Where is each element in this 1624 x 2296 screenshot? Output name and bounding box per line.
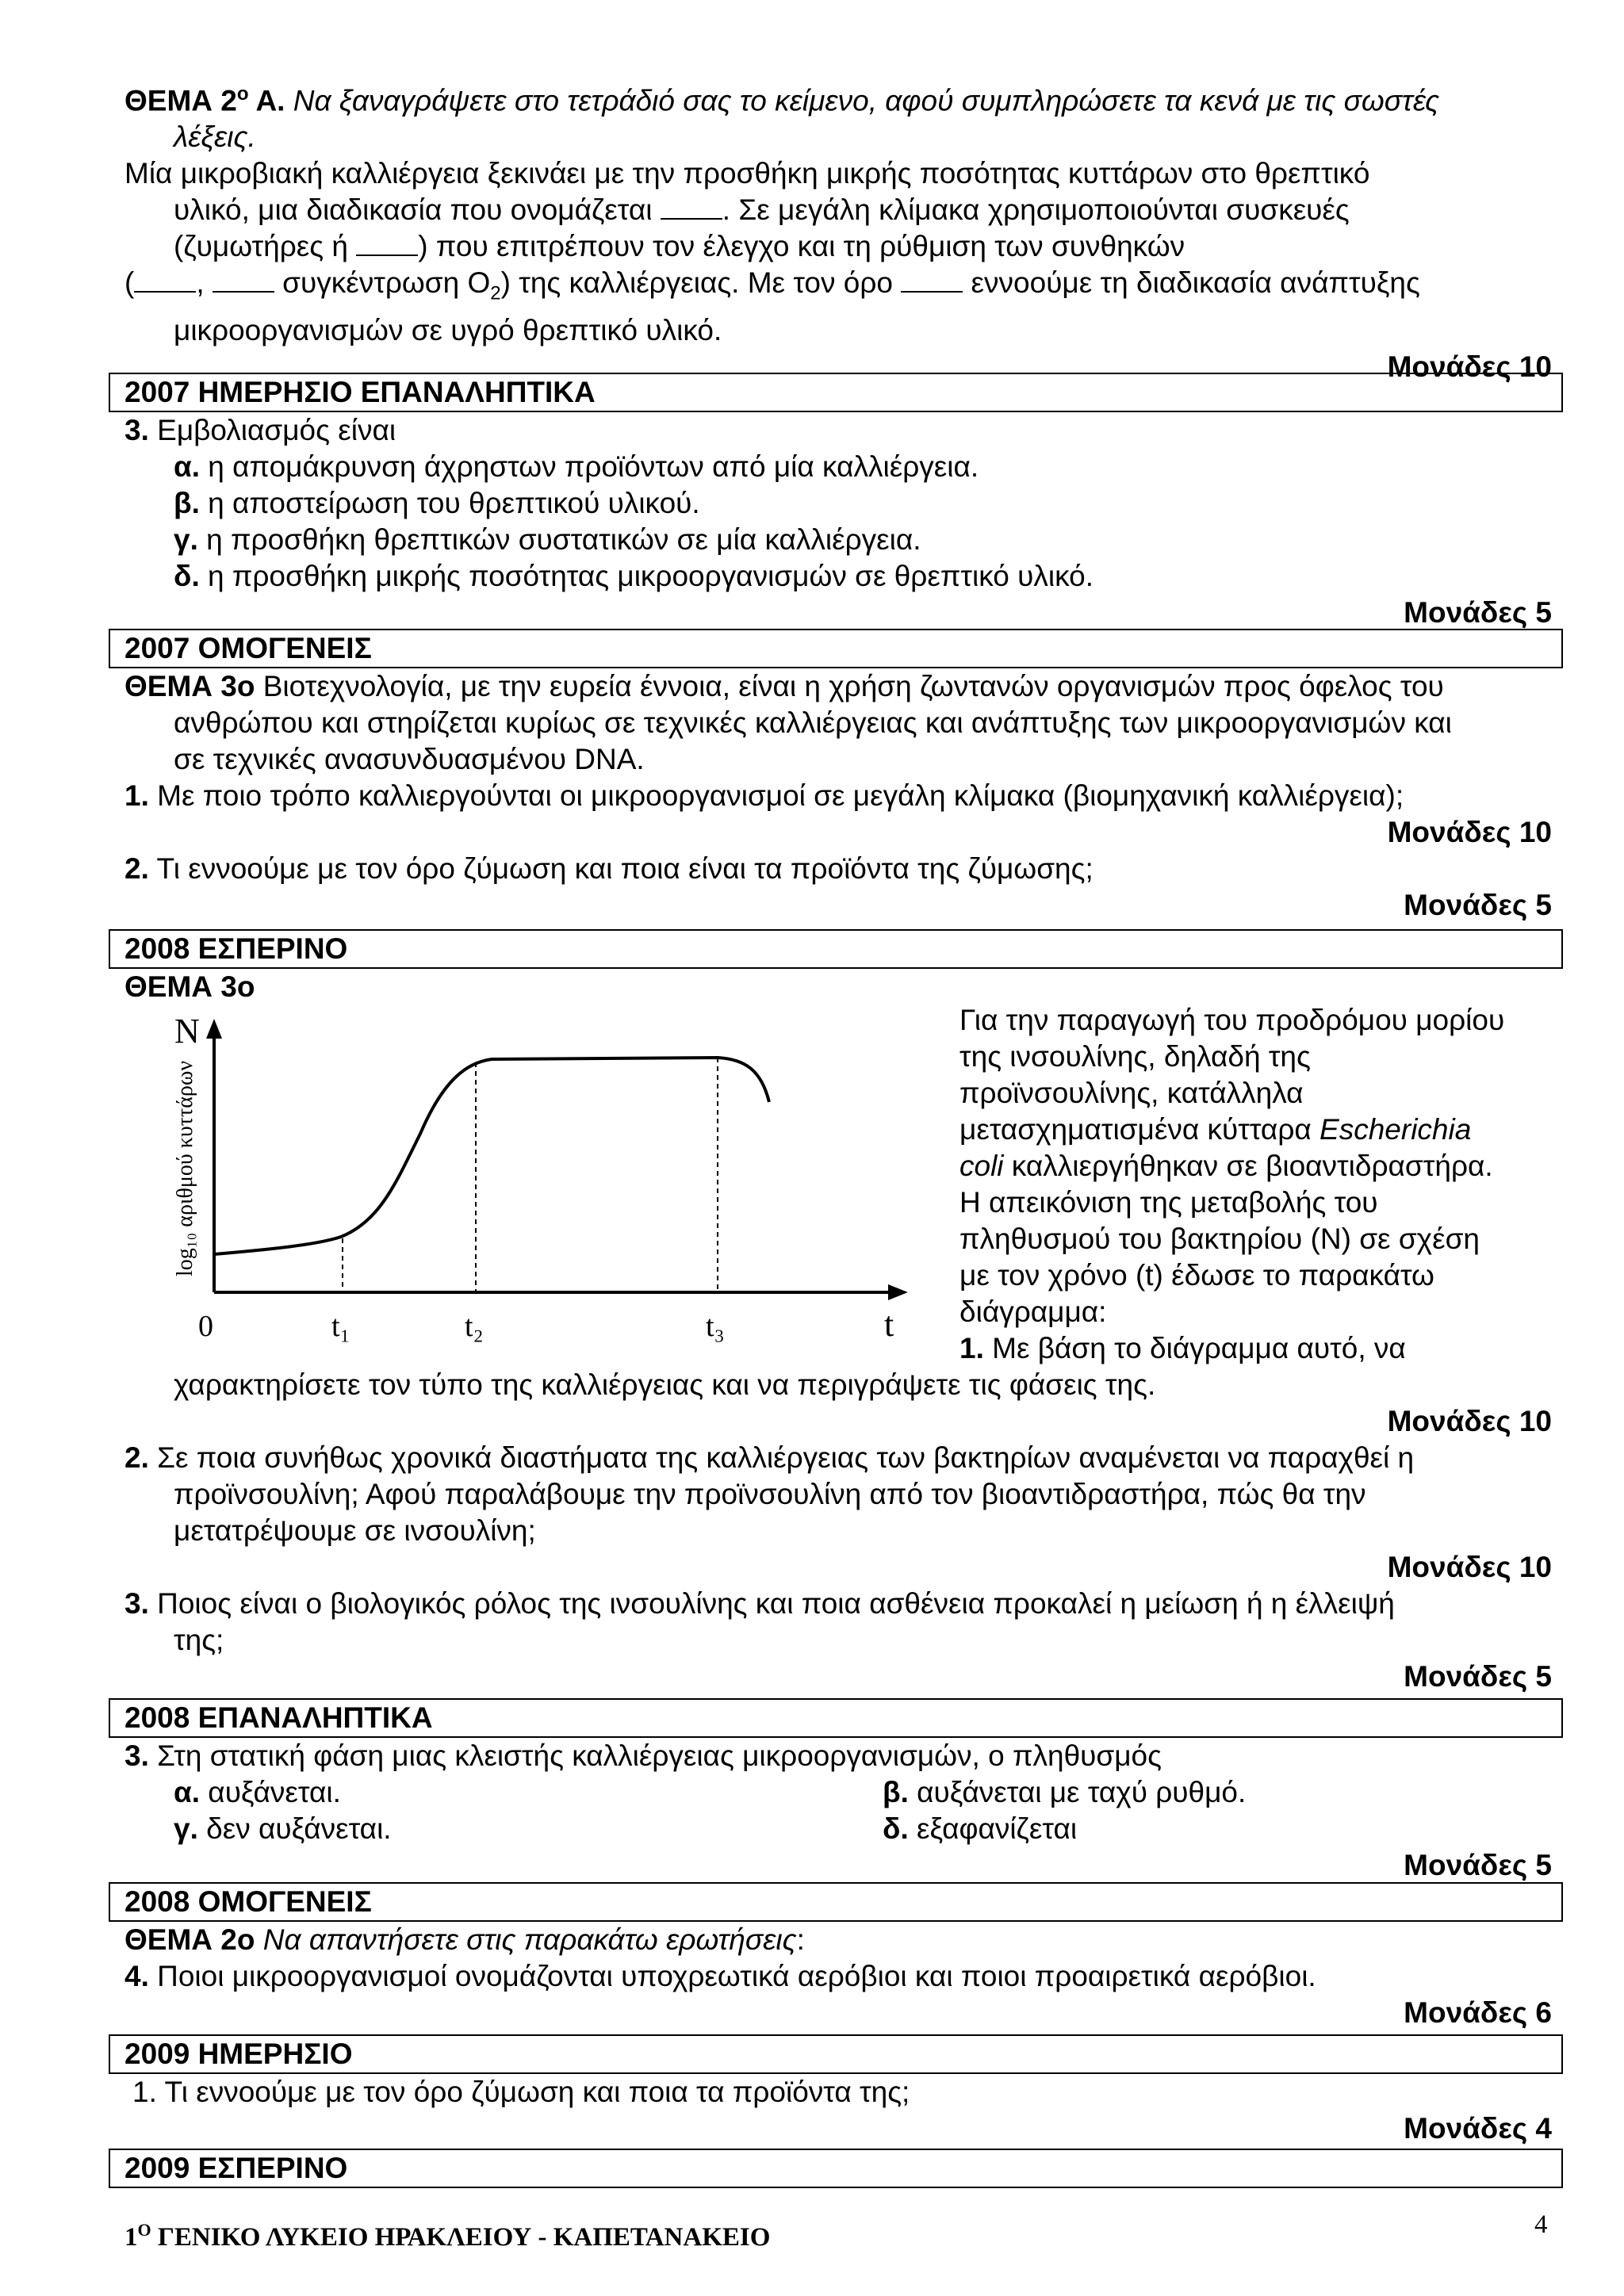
question-number: 4. [124, 1960, 149, 1992]
growth-curve-graph [159, 1007, 936, 1356]
theme-label: ΘΕΜΑ 2ο [124, 1923, 255, 1956]
section-header: 2009 ΗΜΕΡΗΣΙΟ [109, 2034, 1563, 2074]
option-letter: β. [174, 487, 200, 519]
origin-label: 0 [198, 1310, 213, 1343]
question-number: 2. [124, 1441, 149, 1474]
option-text: αυξάνεται με ταχύ ρυθμό. [908, 1776, 1247, 1808]
question-text: Με βάση το διάγραμμα αυτό, να [983, 1332, 1406, 1364]
fill-blank [661, 194, 722, 220]
question-block [124, 668, 1552, 924]
punctuation: : [796, 1923, 805, 1956]
tick-t2: t₂ [465, 1310, 484, 1343]
description-line: πληθυσμού του βακτηρίου (Ν) σε σχέση [959, 1223, 1480, 1255]
footer-text: ΓΕΝΙΚΟ ΛΥΚΕΙΟ ΗΡΑΚΛΕΙΟΥ - ΚΑΠΕΤΑΝΑΚΕΙΟ [151, 2223, 771, 2252]
x-axis-arrow [888, 1284, 908, 1300]
theme2-section [124, 76, 1552, 385]
intro-text: σε τεχνικές ανασυνδυασμένου DNA. [174, 743, 645, 775]
marks-label: Μονάδες 10 [1387, 816, 1552, 848]
option-text: η προσθήκη μικρής ποσότητας μικροοργανισμών σε θρεπτικό υλικό. [199, 560, 1094, 592]
theme-sup: ο [236, 83, 249, 105]
paragraph-line: ) της καλλιέργειας. Με τον όρο [500, 266, 893, 300]
description-line: μετασχηματισμένα κύτταρα [959, 1113, 1320, 1146]
question-text: μετατρέψουμε σε ινσουλίνη; [174, 1514, 536, 1547]
description-line: Η απεικόνιση της μεταβολής του [959, 1186, 1378, 1219]
question-text: Ποιος είναι ο βιολογικός ρόλος της ινσουλίνης και ποια ασθένεια προκαλεί η μείωση ή η έλλειψή [148, 1587, 1395, 1620]
y-axis-label: N [174, 1012, 200, 1050]
theme-label: ΘΕΜΑ 2 [124, 84, 237, 117]
question-number: 1. [124, 779, 149, 812]
theme-part: Α. [248, 84, 285, 117]
option-letter: α. [174, 1776, 201, 1808]
description-line: με τον χρόνο (t) έδωσε το παρακάτω [959, 1259, 1434, 1292]
footer-sup: Ο [137, 2220, 151, 2240]
option-text: δεν αυξάνεται. [197, 1812, 392, 1845]
question-text: προϊνσουλίνη; Αφού παραλάβουμε την προϊνσουλίνη από τον βιοαντιδραστήρα, πώς θα την [174, 1478, 1366, 1510]
instruction: Να ξαναγράψετε στο τετράδιό σας το κείμενο, αφού συμπληρώσετε τα κενά με τις σωστές [293, 84, 1440, 117]
y-axis-title: log₁₀ αριθμού κυττάρων [173, 1061, 197, 1276]
description-line: καλλιεργήθηκαν σε βιοαντιδραστήρα. [1003, 1150, 1493, 1182]
question-block [124, 412, 1552, 631]
marks-label: Μονάδες 6 [1404, 1996, 1552, 2029]
question-number: 3. [124, 1739, 149, 1772]
question-number: 2. [124, 852, 149, 885]
fill-blank [134, 267, 196, 293]
marks-label: Μονάδες 5 [1404, 596, 1552, 629]
question-text: 1. Τι εννοούμε με τον όρο ζύμωση και ποια τα προϊόντα της; [132, 2076, 910, 2108]
x-axis-label: t [884, 1305, 894, 1344]
option-text: η προσθήκη θρεπτικών συστατικών σε μία καλλιέργεια. [197, 523, 921, 556]
marks-label: Μονάδες 10 [1387, 1405, 1552, 1437]
instruction: Να απαντήσετε στις παρακάτω ερωτήσεις [255, 1923, 797, 1956]
question-number: 1. [959, 1332, 984, 1364]
fill-blank [901, 267, 963, 293]
fill-blank [356, 231, 418, 256]
section-header: 2008 ΟΜΟΓΕΝΕΙΣ [109, 1882, 1563, 1922]
section-header: 2007 ΟΜΟΓΕΝΕΙΣ [109, 629, 1563, 668]
theme-label: ΘΕΜΑ 3ο [124, 670, 255, 702]
intro-text: Βιοτεχνολογία, με την ευρεία έννοια, είναι η χρήση ζωντανών οργανισμών προς όφελος του [255, 670, 1444, 702]
paragraph-line: (ζυμωτήρες ή [174, 230, 348, 263]
paragraph-line: ( [124, 266, 135, 300]
question-text: Στη στατική φάση μιας κλειστής καλλιέργειας μικροοργανισμών, ο πληθυσμός [148, 1739, 1162, 1772]
marks-label: Μονάδες 5 [1404, 889, 1552, 921]
growth-curve [214, 1058, 769, 1254]
tick-t3: t₃ [706, 1310, 725, 1343]
marks-label: Μονάδες 5 [1404, 1660, 1552, 1693]
marks-label: Μονάδες 10 [1387, 1551, 1552, 1583]
option-letter: γ. [174, 1812, 198, 1845]
question-number: 3. [124, 414, 149, 446]
fill-blank [213, 267, 274, 293]
paragraph-line: εννοούμε τη διαδικασία ανάπτυξης [971, 266, 1420, 300]
footer-text: 1 [124, 2223, 138, 2252]
question-text: Ποιοι μικροοργανισμοί ονομάζονται υποχρεωτικά αερόβιοι και ποιοι προαιρετικά αερόβιοι. [148, 1960, 1316, 1992]
tick-t1: t₁ [331, 1310, 350, 1343]
question-block [124, 1367, 1552, 1695]
question-block [124, 1922, 1552, 2031]
question-text: χαρακτηρίσετε τον τύπο της καλλιέργειας και να περιγράψετε τις φάσεις της. [174, 1368, 1156, 1401]
footer [124, 2220, 770, 2252]
section-header: 2009 ΕΣΠΕΡΙΝΟ [109, 2149, 1563, 2188]
question-block [124, 2074, 1552, 2147]
option-letter: β. [883, 1776, 909, 1808]
paragraph-line: συγκέντρωση Ο [282, 266, 491, 300]
paragraph-line: ) που επιτρέπουν τον έλεγχο και τη ρύθμιση των συνθηκών [418, 230, 1185, 263]
page-number: 4 [1534, 2210, 1548, 2239]
question-text: Τι εννοούμε με τον όρο ζύμωση και ποια είναι τα προϊόντα της ζύμωσης; [148, 852, 1094, 885]
marks-label: Μονάδες 10 [1387, 350, 1552, 383]
species-name: Escherichia [1320, 1113, 1472, 1146]
theme-label: ΘΕΜΑ 3ο [124, 970, 255, 1003]
paragraph-line: Μία μικροβιακή καλλιέργεια ξεκινάει με την προσθήκη μικρής ποσότητας κυττάρων στο θρεπτικό [124, 157, 1370, 190]
option-letter: δ. [174, 560, 200, 592]
paragraph-line: . Σε μεγάλη κλίμακα χρησιμοποιούνται συσκευές [722, 193, 1350, 227]
section-header: 2007 ΗΜΕΡΗΣΙΟ ΕΠΑΝΑΛΗΠΤΙΚΑ [109, 373, 1563, 412]
description-line: προϊνσουλίνης, κατάλληλα [959, 1077, 1304, 1109]
description-line: διάγραμμα: [959, 1295, 1107, 1328]
paragraph-line: υλικό, μια διαδικασία που ονομάζεται [174, 193, 653, 227]
option-letter: α. [174, 450, 201, 483]
graph-description [959, 1002, 1562, 1367]
option-text: η αποστείρωση του θρεπτικού υλικού. [199, 487, 700, 519]
question-block [124, 1738, 1552, 1884]
question-text: Με ποιο τρόπο καλλιεργούνται οι μικροοργανισμοί σε μεγάλη κλίμακα (βιομηχανική καλλιέργεια); [148, 779, 1404, 812]
subscript: 2 [490, 282, 501, 304]
marks-label: Μονάδες 4 [1404, 2112, 1552, 2145]
option-text: εξαφανίζεται [908, 1812, 1078, 1845]
question-text: Σε ποια συνήθως χρονικά διαστήματα της καλλιέργειας των βακτηρίων αναμένεται να παραχθεί η [148, 1441, 1415, 1474]
option-letter: δ. [883, 1812, 909, 1845]
y-axis-arrow [206, 1019, 222, 1039]
marks-label: Μονάδες 5 [1404, 1849, 1552, 1881]
instruction-cont: λέξεις. [174, 121, 256, 154]
species-name: coli [959, 1150, 1004, 1182]
paragraph-line: μικροοργανισμών σε υγρό θρεπτικό υλικό. [174, 313, 722, 346]
description-line: της ινσουλίνης, δηλαδή της [959, 1040, 1311, 1073]
option-text: η απομάκρυνση άχρηστων προϊόντων από μία καλλιέργεια. [200, 450, 979, 483]
question-number: 3. [124, 1587, 149, 1620]
option-text: αυξάνεται. [200, 1776, 341, 1808]
option-letter: γ. [174, 523, 198, 556]
question-text: της; [174, 1624, 224, 1656]
intro-text: ανθρώπου και στηρίζεται κυρίως σε τεχνικές καλλιέργειας και ανάπτυξης των μικροοργανισμών και [174, 706, 1452, 739]
paragraph-line: , [196, 266, 205, 300]
description-line: Για την παραγωγή του προδρόμου μορίου [959, 1004, 1505, 1036]
section-header: 2008 ΕΣΠΕΡΙΝΟ [109, 929, 1563, 969]
section-header: 2008 ΕΠΑΝΑΛΗΠΤΙΚΑ [109, 1698, 1563, 1738]
question-text: Εμβολιασμός είναι [148, 414, 396, 446]
